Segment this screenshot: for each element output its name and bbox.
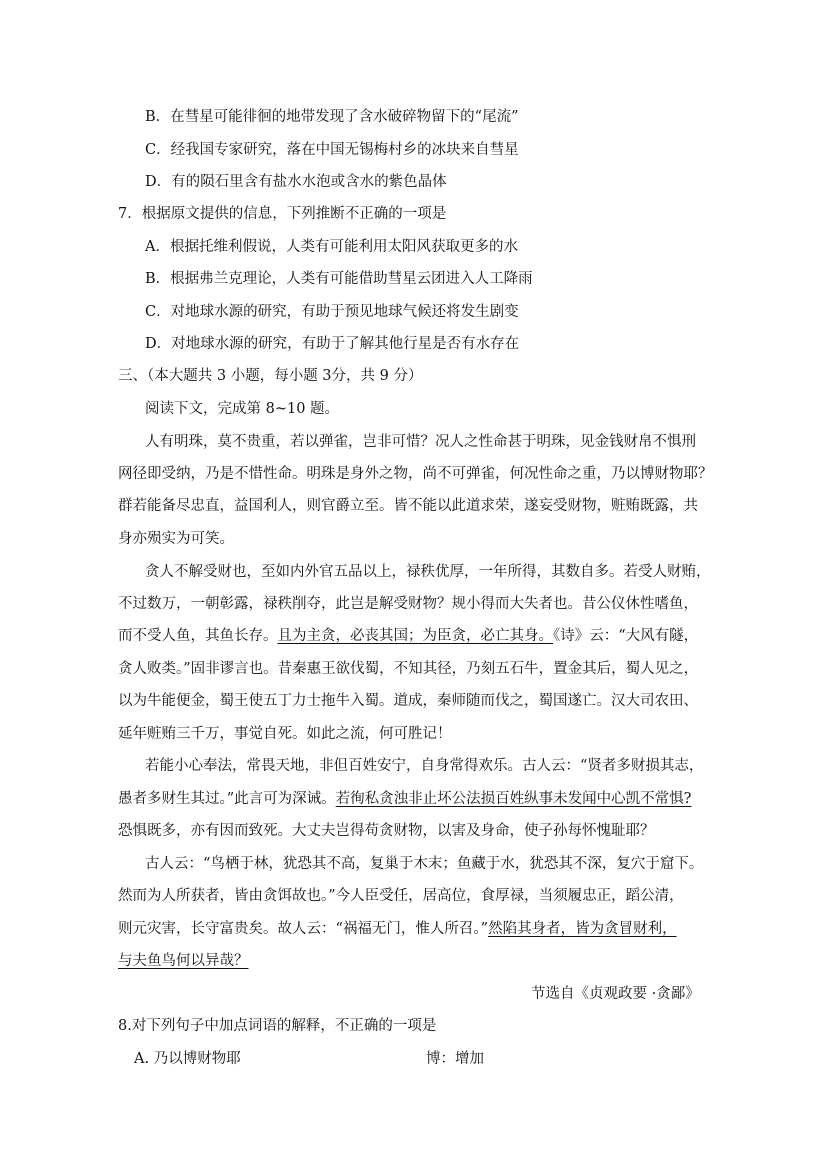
passage-line bbox=[118, 626, 698, 646]
passage-text: 则元灾害，长守富贵矣。故人云：“祸福无门，惟人所召。” bbox=[118, 921, 489, 937]
passage-line: 以为牛能便金，蜀王使五丁力士拖牛入蜀。道成，秦师随而伐之，蜀国遂亡。汉大司农田、 bbox=[118, 693, 698, 709]
passage-line: 人有明珠，莫不贵重，若以弹雀，岂非可惜？况人之性命甚于明珠，见金钱财帛不惧刑 bbox=[145, 434, 696, 450]
underlined-sentence: 与夫鱼鸟何以异哉？ bbox=[118, 953, 249, 969]
passage-line bbox=[118, 951, 249, 971]
passage-line: 不过数万，一朝彰露，禄秩削夺，此岂是解受财物？规小得而大失者也。昔公仪休性嗜鱼， bbox=[118, 596, 698, 612]
source-citation: 节选自《贞观政要 ·贪鄙》 bbox=[531, 986, 700, 1002]
passage-line: 群若能备尽忠直，益国利人，则官爵立至。皆不能以此道求荣，遂妄受财物，赃贿既露，共 bbox=[118, 498, 698, 514]
underlined-sentence: 若徇私贪浊非止坏公法损百姓纵事未发闻中心凯不常惧? bbox=[335, 791, 692, 807]
passage-line: 身亦殒实为可笑。 bbox=[118, 531, 234, 547]
passage-line: 古人云：“鸟栖于林，犹恐其不高，复巢于木末；鱼藏于水，犹恐其不深，复穴于窟下。 bbox=[145, 856, 704, 872]
q6-option-c: C．经我国专家研究，落在中国无锡梅村乡的冰块来自彗星 bbox=[145, 142, 519, 158]
passage-text: 《诗》云：“大风有隧， bbox=[553, 628, 699, 644]
q7-option-a: A．根据托维利假说，人类有可能利用太阳风获取更多的水 bbox=[145, 239, 518, 255]
underlined-sentence: 且为主贪，必丧其国；为臣贪，必亡其身。 bbox=[277, 628, 553, 644]
q6-option-b: B．在彗星可能徘徊的地带发现了含水破碎物留下的“尾流” bbox=[145, 109, 519, 125]
q7-option-c: C．对地球水源的研究，有助于预见地球气候还将发生剧变 bbox=[145, 304, 519, 320]
reading-instruction: 阅读下文，完成第 8~10 题。 bbox=[145, 401, 340, 417]
passage-text: 而不受人鱼，其鱼长存。 bbox=[118, 628, 278, 644]
passage-line bbox=[118, 919, 677, 939]
passage-line: 网径即受纳，乃是不惜性命。明珠是身外之物，尚不可弹雀，何况性命之重，乃以博财物耶？ bbox=[118, 466, 713, 482]
q8-option-a: A. 乃以博财物耶 bbox=[134, 1051, 241, 1067]
passage-line bbox=[118, 789, 691, 809]
q7-option-b: B．根据弗兰克理论，人类有可能借助彗星云团进入人工降雨 bbox=[145, 271, 533, 287]
q8-stem: 8.对下列句子中加点词语的解释，不正确的一项是 bbox=[118, 1018, 437, 1034]
passage-line: 若能小心奉法，常畏天地，非但百姓安宁，自身常得欢乐。古人云：“贤者多财损其志， bbox=[145, 758, 704, 774]
section-header: 三、（本大题共 3 小题，每小题 3分，共 9 分） bbox=[118, 368, 423, 384]
q7-option-d: D．对地球水源的研究，有助于了解其他行星是否有水存在 bbox=[145, 336, 520, 352]
q6-option-d: D．有的陨石里含有盐水水泡或含水的紫色晶体 bbox=[145, 174, 447, 190]
q8-option-a-gloss: 博：增加 bbox=[426, 1051, 484, 1067]
passage-line: 恐惧既多，亦有因而致死。大丈夫岂得苟贪财物，以害及身命，使子孙每怀愧耻耶？ bbox=[118, 823, 655, 839]
passage-line: 然而为人所获者，皆由贪饵故也。”今人臣受任，居高位，食厚禄，当须履忠正，蹈公清， bbox=[118, 888, 684, 904]
underlined-sentence: 然陷其身者，皆为贪冒财利， bbox=[488, 921, 677, 937]
q7-stem: 7．根据原文提供的信息，下列推断不正确的一项是 bbox=[118, 206, 447, 222]
passage-text: 愚者多财生其过。”此言可为深诫。 bbox=[118, 791, 336, 807]
passage-line: 贪人不解受财也，至如内外官五品以上，禄秩优厚，一年所得，其数自多。若受人财贿， bbox=[145, 564, 711, 580]
passage-line: 延年赃贿三千万，事觉自死。如此之流，何可胜记！ bbox=[118, 726, 452, 742]
passage-line: 贪人败类。”固非谬言也。昔秦惠王欲伐蜀，不知其径，乃刻五石牛，置金其后，蜀人见之， bbox=[118, 661, 699, 677]
